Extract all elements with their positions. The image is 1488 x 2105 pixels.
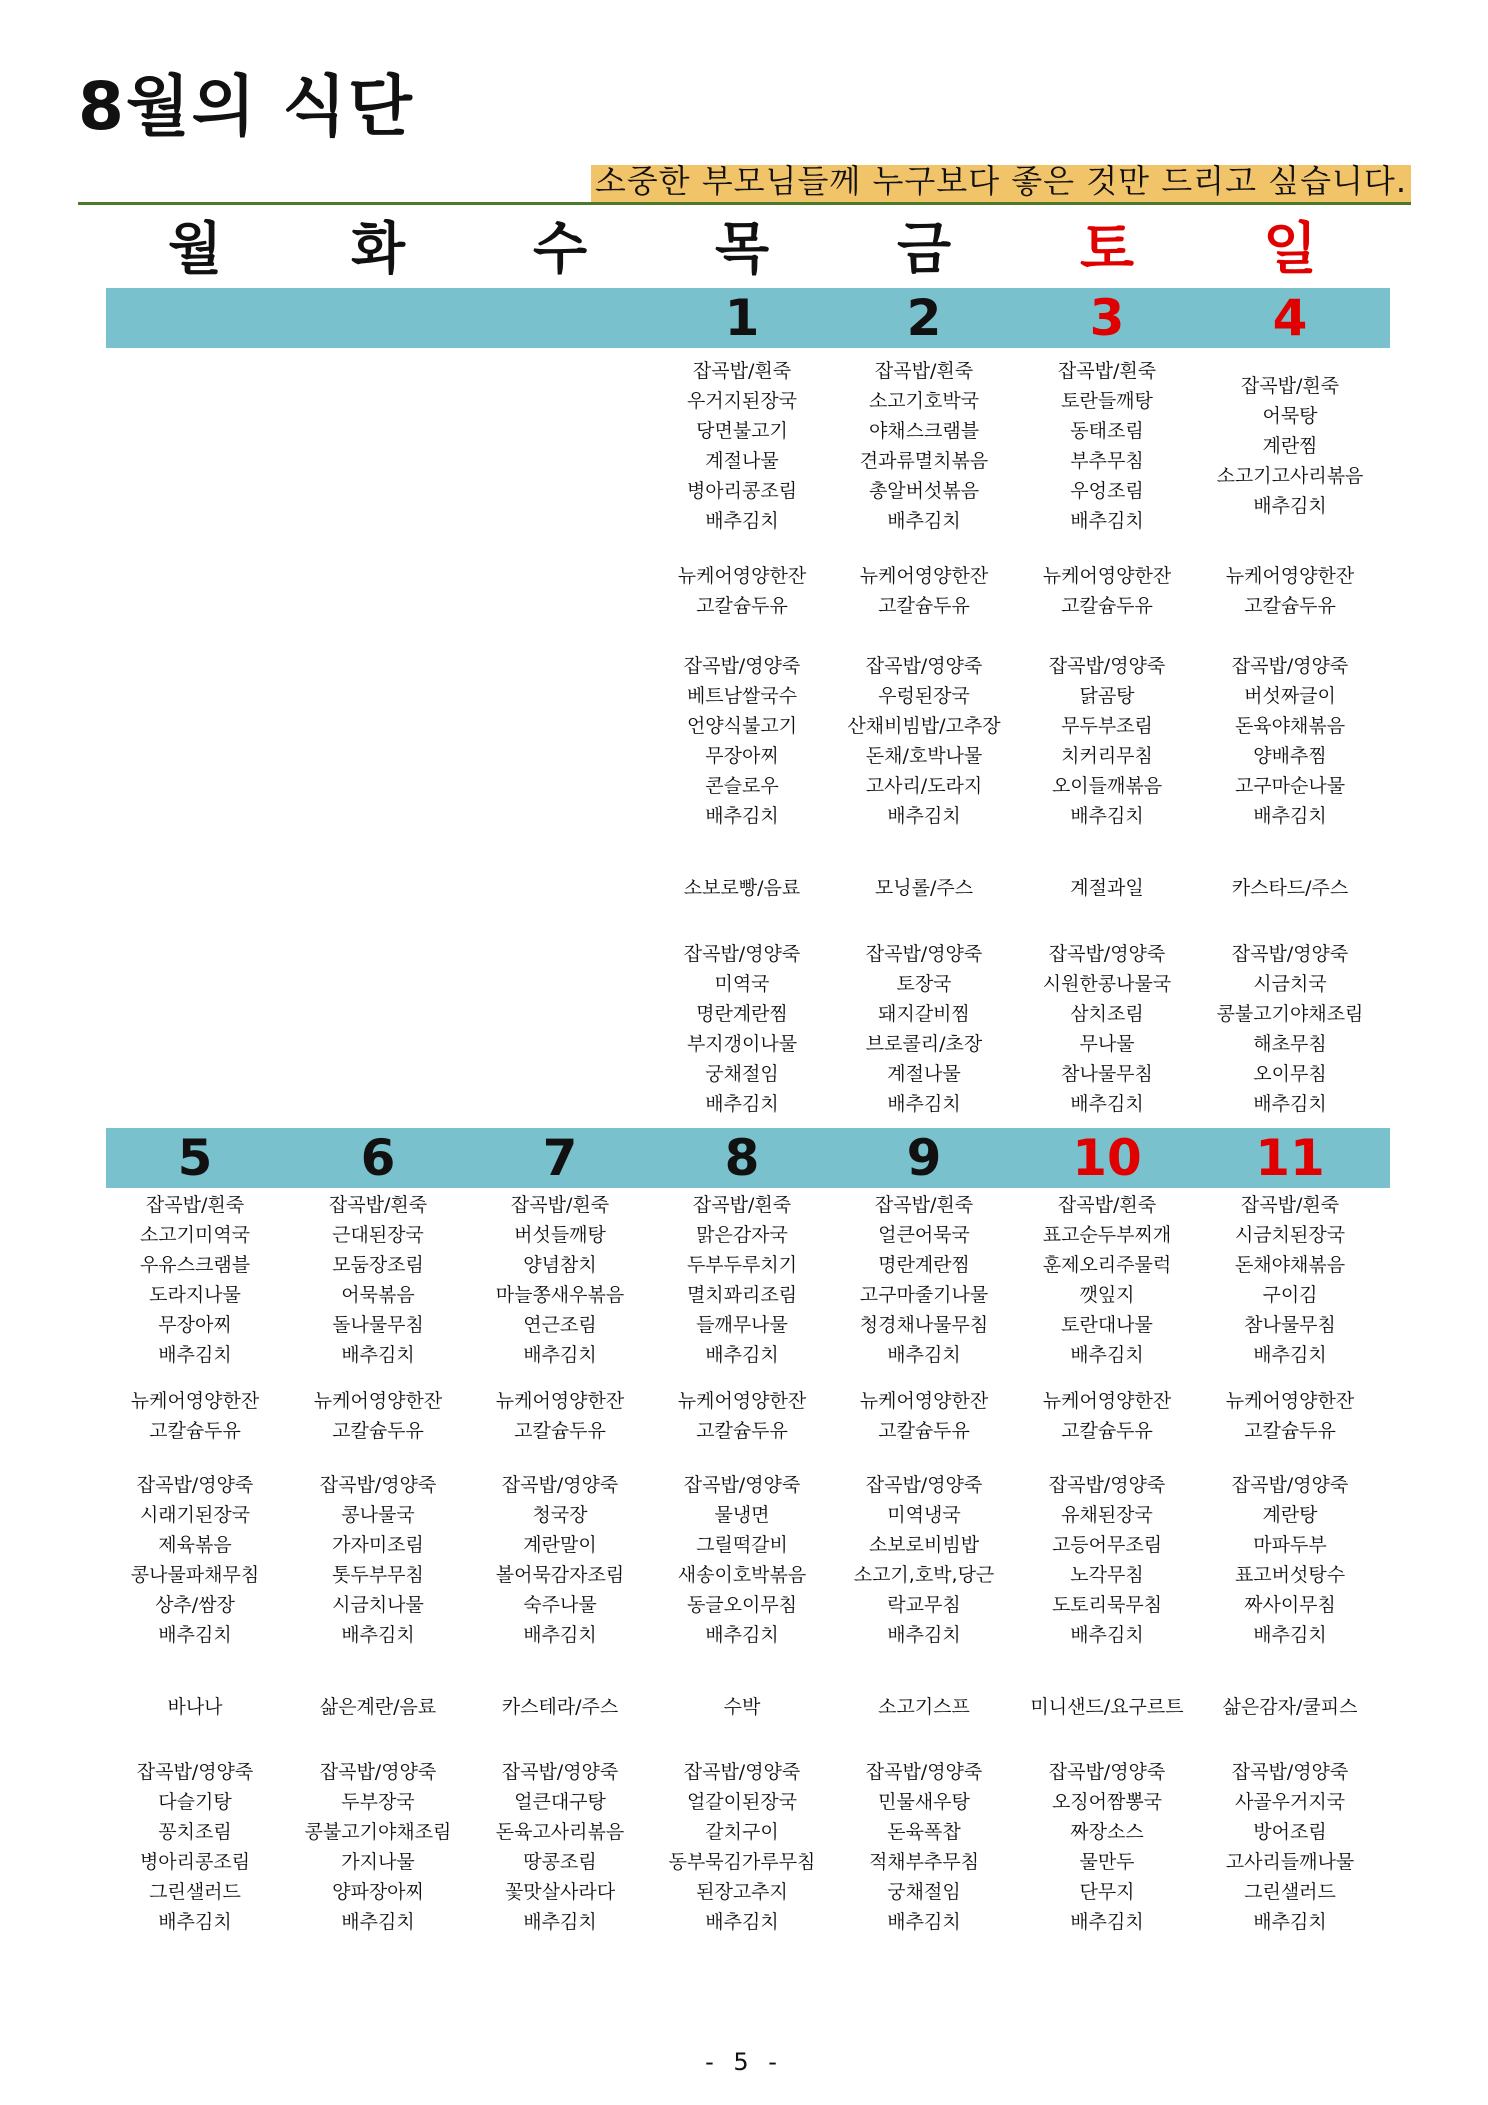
lunch-menu	[832, 1470, 1016, 1650]
menu-item: 돈채야채볶음	[1234, 1254, 1346, 1276]
dinner-menu	[1198, 939, 1382, 1119]
date-number: 9	[906, 1129, 942, 1187]
menu-item: 베트남쌀국수	[686, 685, 798, 707]
weekday-6: 토	[1079, 217, 1135, 282]
menu-item: 콩불고기야채조림	[304, 1821, 452, 1843]
menu-item: 단무지	[1079, 1881, 1135, 1903]
menu-item: 고구마순나물	[1234, 775, 1346, 797]
menu-item: 고칼슘두유	[1061, 595, 1153, 617]
menu-item: 뉴케어영양한잔	[859, 1390, 989, 1412]
menu-item: 시래기된장국	[139, 1504, 251, 1526]
menu-item: 치커리무침	[1061, 745, 1153, 767]
menu-item: 두부장국	[341, 1791, 415, 1813]
menu-item: 고칼슘두유	[149, 1420, 241, 1442]
menu-item: 방어조림	[1253, 1821, 1327, 1843]
menu-item: 배추김치	[887, 1911, 961, 1933]
date-number: 4	[1272, 289, 1308, 347]
breakfast-menu	[286, 1190, 470, 1370]
menu-item: 잡곡밥/영양죽	[136, 1474, 254, 1496]
menu-item: 콩나물국	[341, 1504, 415, 1526]
menu-item: 마늘쫑새우볶음	[495, 1284, 625, 1306]
menu-item: 잡곡밥/영양죽	[865, 943, 983, 965]
menu-item: 잡곡밥/영양죽	[865, 1761, 983, 1783]
menu-item: 배추김치	[158, 1344, 232, 1366]
menu-item: 배추김치	[1253, 1624, 1327, 1646]
menu-item: 잡곡밥/흰죽	[1240, 1194, 1340, 1216]
menu-item: 잡곡밥/영양죽	[1231, 1474, 1349, 1496]
menu-item: 짜장소스	[1070, 1821, 1144, 1843]
menu-item: 표고순두부찌개	[1042, 1224, 1172, 1246]
menu-item: 무장아찌	[705, 745, 779, 767]
menu-item: 잡곡밥/영양죽	[683, 943, 801, 965]
menu-item: 배추김치	[1253, 1344, 1327, 1366]
menu-item: 고칼슘두유	[696, 1420, 788, 1442]
menu-item: 잡곡밥/영양죽	[1231, 943, 1349, 965]
menu-item: 잡곡밥/영양죽	[319, 1474, 437, 1496]
menu-item: 고칼슘두유	[878, 1420, 970, 1442]
menu-item: 들깨무나물	[696, 1314, 788, 1336]
menu-item: 우렁된장국	[878, 685, 970, 707]
menu-item: 락교무침	[887, 1594, 961, 1616]
page-number: - 5 -	[705, 2048, 783, 2076]
title-divider	[78, 202, 1411, 205]
menu-item: 미역냉국	[887, 1504, 961, 1526]
menu-item: 뉴케어영양한잔	[677, 1390, 807, 1412]
menu-item: 적채부추무침	[868, 1851, 980, 1873]
menu-item: 얼갈이된장국	[686, 1791, 798, 1813]
lunch-menu	[103, 1470, 287, 1650]
menu-item: 고칼슘두유	[1244, 1420, 1336, 1442]
tagline: 소중한 부모님들께 누구보다 좋은 것만 드리고 싶습니다.	[591, 160, 1411, 202]
menu-item: 고칼슘두유	[1244, 595, 1336, 617]
menu-item: 배추김치	[887, 1093, 961, 1115]
dinner-menu	[832, 939, 1016, 1119]
menu-item: 토란들깨탕	[1061, 390, 1153, 412]
nutrition-supplement	[832, 561, 1016, 621]
menu-item: 견과류멸치볶음	[859, 450, 989, 472]
snack-menu: 바나나	[167, 1696, 223, 1718]
menu-item: 고등어무조림	[1051, 1534, 1163, 1556]
menu-item: 배추김치	[1253, 805, 1327, 827]
menu-item: 마파두부	[1253, 1534, 1327, 1556]
menu-item: 잡곡밥/영양죽	[501, 1761, 619, 1783]
menu-item: 잡곡밥/영양죽	[865, 1474, 983, 1496]
menu-item: 고칼슘두유	[514, 1420, 606, 1442]
breakfast-menu	[1015, 1190, 1199, 1370]
snack-menu: 삶은감자/쿨피스	[1222, 1696, 1358, 1718]
menu-item: 잡곡밥/영양죽	[683, 1474, 801, 1496]
menu-item: 배추김치	[887, 510, 961, 532]
menu-item: 깻잎지	[1079, 1284, 1135, 1306]
breakfast-menu	[650, 1190, 834, 1370]
menu-item: 시금치나물	[332, 1594, 424, 1616]
dinner-menu	[1198, 1757, 1382, 1937]
menu-item: 잡곡밥/흰죽	[1057, 1194, 1157, 1216]
menu-item: 시금치국	[1253, 973, 1327, 995]
menu-item: 무나물	[1079, 1033, 1135, 1055]
page-title: 8월의 식단	[78, 68, 414, 145]
menu-item: 어묵탕	[1262, 405, 1318, 427]
nutrition-supplement	[468, 1386, 652, 1446]
menu-item: 궁채절임	[887, 1881, 961, 1903]
menu-item: 배추김치	[523, 1344, 597, 1366]
menu-item: 짜사이무침	[1244, 1594, 1336, 1616]
nutrition-supplement	[103, 1386, 287, 1446]
snack-menu: 수박	[723, 1696, 761, 1718]
menu-item: 잡곡밥/흰죽	[874, 1194, 974, 1216]
menu-item: 고구마줄기나물	[859, 1284, 989, 1306]
menu-item: 구이김	[1262, 1284, 1318, 1306]
menu-item: 부추무침	[1070, 450, 1144, 472]
menu-item: 다슬기탕	[158, 1791, 232, 1813]
breakfast-menu	[103, 1190, 287, 1370]
menu-item: 명란계란찜	[696, 1003, 788, 1025]
lunch-menu	[650, 1470, 834, 1650]
menu-item: 양배추찜	[1253, 745, 1327, 767]
menu-item: 잡곡밥/흰죽	[692, 1194, 792, 1216]
date-number: 7	[542, 1129, 578, 1187]
menu-item: 우유스크램블	[139, 1254, 251, 1276]
menu-item: 버섯짜글이	[1244, 685, 1336, 707]
menu-item: 잡곡밥/영양죽	[683, 1761, 801, 1783]
menu-item: 닭곰탕	[1079, 685, 1135, 707]
menu-item: 된장고추지	[696, 1881, 788, 1903]
menu-item: 새송이호박볶음	[677, 1564, 807, 1586]
menu-item: 잡곡밥/영양죽	[1048, 1761, 1166, 1783]
menu-item: 부지갱이나물	[686, 1033, 798, 1055]
dinner-menu	[1015, 1757, 1199, 1937]
menu-item: 고사리/도라지	[865, 775, 983, 797]
menu-item: 연근조림	[523, 1314, 597, 1336]
menu-item: 계절나물	[887, 1063, 961, 1085]
menu-item: 양파장아찌	[332, 1881, 424, 1903]
menu-item: 우엉조림	[1070, 480, 1144, 502]
menu-item: 소고기미역국	[139, 1224, 251, 1246]
menu-item: 배추김치	[158, 1911, 232, 1933]
snack-menu: 소보로빵/음료	[683, 877, 801, 899]
menu-item: 잡곡밥/영양죽	[319, 1761, 437, 1783]
menu-item: 명란계란찜	[878, 1254, 970, 1276]
breakfast-menu	[832, 356, 1016, 536]
date-number: 1	[724, 289, 760, 347]
menu-item: 돌나물무침	[332, 1314, 424, 1336]
menu-item: 계란탕	[1262, 1504, 1318, 1526]
menu-item: 토란대나물	[1061, 1314, 1153, 1336]
menu-item: 멸치꽈리조림	[686, 1284, 798, 1306]
snack-menu: 삶은계란/음료	[319, 1696, 437, 1718]
nutrition-supplement	[832, 1386, 1016, 1446]
menu-item: 우거지된장국	[686, 390, 798, 412]
menu-item: 배추김치	[1070, 805, 1144, 827]
menu-item: 배추김치	[523, 1624, 597, 1646]
dinner-menu	[650, 1757, 834, 1937]
menu-item: 양념참치	[523, 1254, 597, 1276]
menu-item: 근대된장국	[332, 1224, 424, 1246]
menu-item: 배추김치	[887, 805, 961, 827]
lunch-menu	[1198, 651, 1382, 831]
nutrition-supplement	[650, 561, 834, 621]
menu-item: 배추김치	[705, 1911, 779, 1933]
dinner-menu	[1015, 939, 1199, 1119]
breakfast-menu	[468, 1190, 652, 1370]
lunch-menu	[832, 651, 1016, 831]
weekday-7: 일	[1262, 217, 1318, 282]
menu-item: 톳두부무침	[332, 1564, 424, 1586]
menu-item: 뉴케어영양한잔	[130, 1390, 260, 1412]
lunch-menu	[286, 1470, 470, 1650]
menu-item: 돼지갈비찜	[878, 1003, 970, 1025]
menu-item: 어묵볶음	[341, 1284, 415, 1306]
menu-item: 돈채/호박나물	[865, 745, 983, 767]
menu-item: 잡곡밥/영양죽	[1231, 1761, 1349, 1783]
menu-item: 배추김치	[887, 1344, 961, 1366]
menu-item: 고칼슘두유	[696, 595, 788, 617]
menu-item: 배추김치	[523, 1911, 597, 1933]
menu-item: 그릴떡갈비	[696, 1534, 788, 1556]
menu-item: 시원한콩나물국	[1042, 973, 1172, 995]
snack-menu: 카스타드/주스	[1231, 877, 1349, 899]
menu-item: 잡곡밥/영양죽	[501, 1474, 619, 1496]
breakfast-menu	[1198, 371, 1382, 521]
snack-menu: 모닝롤/주스	[874, 877, 974, 899]
menu-item: 배추김치	[341, 1911, 415, 1933]
menu-item: 콩나물파채무침	[130, 1564, 260, 1586]
menu-item: 뉴케어영양한잔	[677, 565, 807, 587]
menu-item: 잡곡밥/흰죽	[692, 360, 792, 382]
menu-item: 배추김치	[1070, 1624, 1144, 1646]
menu-item: 잡곡밥/흰죽	[1057, 360, 1157, 382]
menu-item: 소보로비빔밥	[868, 1534, 980, 1556]
snack-menu: 미니샌드/요구르트	[1030, 1696, 1184, 1718]
menu-item: 잡곡밥/흰죽	[510, 1194, 610, 1216]
menu-item: 배추김치	[1070, 1093, 1144, 1115]
menu-item: 총알버섯볶음	[868, 480, 980, 502]
menu-item: 당면불고기	[696, 420, 788, 442]
menu-item: 고사리들깨나물	[1225, 1851, 1355, 1873]
menu-item: 소고기고사리볶음	[1216, 465, 1364, 487]
menu-item: 시금치된장국	[1234, 1224, 1346, 1246]
menu-item: 뉴케어영양한잔	[1225, 1390, 1355, 1412]
date-number: 6	[360, 1129, 396, 1187]
dinner-menu	[650, 939, 834, 1119]
menu-item: 토장국	[896, 973, 952, 995]
menu-item: 뉴케어영양한잔	[313, 1390, 443, 1412]
menu-item: 유채된장국	[1061, 1504, 1153, 1526]
menu-item: 도토리묵무침	[1051, 1594, 1163, 1616]
menu-item: 돈육고사리볶음	[495, 1821, 625, 1843]
menu-item: 계절나물	[705, 450, 779, 472]
menu-item: 언양식불고기	[686, 715, 798, 737]
nutrition-supplement	[1198, 1386, 1382, 1446]
menu-item: 무장아찌	[158, 1314, 232, 1336]
menu-item: 배추김치	[705, 1093, 779, 1115]
breakfast-menu	[1015, 356, 1199, 536]
menu-item: 배추김치	[158, 1624, 232, 1646]
menu-item: 잡곡밥/영양죽	[1048, 943, 1166, 965]
menu-item: 뉴케어영양한잔	[1042, 1390, 1172, 1412]
weekday-4: 목	[714, 217, 770, 282]
menu-item: 미역국	[714, 973, 770, 995]
menu-item: 노각무침	[1070, 1564, 1144, 1586]
menu-item: 뉴케어영양한잔	[495, 1390, 625, 1412]
menu-item: 배추김치	[1253, 1093, 1327, 1115]
menu-item: 땅콩조림	[523, 1851, 597, 1873]
menu-item: 상추/쌈장	[155, 1594, 235, 1616]
menu-item: 배추김치	[705, 1624, 779, 1646]
lunch-menu	[1015, 1470, 1199, 1650]
snack-menu: 계절과일	[1070, 877, 1144, 899]
date-number: 8	[724, 1129, 760, 1187]
menu-item: 두부두루치기	[686, 1254, 798, 1276]
menu-item: 사골우거지국	[1234, 1791, 1346, 1813]
menu-item: 맑은감자국	[696, 1224, 788, 1246]
nutrition-supplement	[650, 1386, 834, 1446]
menu-item: 볼어묵감자조림	[495, 1564, 625, 1586]
menu-item: 얼큰대구탕	[514, 1791, 606, 1813]
menu-item: 돈육폭찹	[887, 1821, 961, 1843]
snack-menu: 소고기스프	[878, 1696, 970, 1718]
lunch-menu	[650, 651, 834, 831]
menu-item: 그린샐러드	[149, 1881, 241, 1903]
menu-item: 배추김치	[1070, 1911, 1144, 1933]
weekday-3: 수	[532, 217, 588, 282]
menu-item: 뉴케어영양한잔	[1042, 565, 1172, 587]
menu-item: 야채스크램블	[868, 420, 980, 442]
menu-item: 배추김치	[705, 510, 779, 532]
menu-item: 삼치조림	[1070, 1003, 1144, 1025]
menu-item: 소고기,호박,당근	[853, 1564, 995, 1586]
menu-item: 잡곡밥/흰죽	[328, 1194, 428, 1216]
menu-item: 브로콜리/초장	[865, 1033, 983, 1055]
menu-item: 잡곡밥/영양죽	[683, 655, 801, 677]
dinner-menu	[286, 1757, 470, 1937]
breakfast-menu	[650, 356, 834, 536]
menu-item: 배추김치	[1070, 510, 1144, 532]
dinner-menu	[832, 1757, 1016, 1937]
menu-item: 꽃맛살사라다	[504, 1881, 616, 1903]
menu-item: 계란찜	[1262, 435, 1318, 457]
weekday-2: 화	[350, 217, 406, 282]
menu-item: 고칼슘두유	[878, 595, 970, 617]
menu-item: 산채비빔밥/고추장	[847, 715, 1001, 737]
weekday-1: 월	[167, 217, 223, 282]
date-number: 5	[177, 1129, 213, 1187]
menu-item: 잡곡밥/영양죽	[136, 1761, 254, 1783]
lunch-menu	[1015, 651, 1199, 831]
menu-item: 해초무침	[1253, 1033, 1327, 1055]
menu-item: 동글오이무침	[686, 1594, 798, 1616]
menu-item: 잡곡밥/영양죽	[865, 655, 983, 677]
breakfast-menu	[832, 1190, 1016, 1370]
date-number: 3	[1089, 289, 1125, 347]
menu-item: 병아리콩조림	[139, 1851, 251, 1873]
menu-item: 배추김치	[1070, 1344, 1144, 1366]
menu-item: 민물새우탕	[878, 1791, 970, 1813]
menu-item: 모둠장조림	[332, 1254, 424, 1276]
menu-item: 갈치구이	[705, 1821, 779, 1843]
menu-item: 배추김치	[705, 805, 779, 827]
nutrition-supplement	[1015, 561, 1199, 621]
menu-item: 동태조림	[1070, 420, 1144, 442]
dinner-menu	[468, 1757, 652, 1937]
menu-item: 참나물무침	[1061, 1063, 1153, 1085]
menu-item: 잡곡밥/영양죽	[1048, 655, 1166, 677]
dinner-menu	[103, 1757, 287, 1937]
date-number: 2	[906, 289, 942, 347]
menu-item: 뉴케어영양한잔	[1225, 565, 1355, 587]
menu-item: 버섯들깨탕	[514, 1224, 606, 1246]
menu-item: 고칼슘두유	[1061, 1420, 1153, 1442]
menu-item: 계란말이	[523, 1534, 597, 1556]
menu-item: 잡곡밥/흰죽	[874, 360, 974, 382]
nutrition-supplement	[1198, 561, 1382, 621]
menu-item: 콘슬로우	[705, 775, 779, 797]
menu-item: 꽁치조림	[158, 1821, 232, 1843]
menu-item: 뉴케어영양한잔	[859, 565, 989, 587]
menu-item: 잡곡밥/영양죽	[1231, 655, 1349, 677]
menu-item: 콩불고기야채조림	[1216, 1003, 1364, 1025]
weekday-5: 금	[896, 217, 952, 282]
lunch-menu	[468, 1470, 652, 1650]
lunch-menu	[1198, 1470, 1382, 1650]
menu-item: 표고버섯탕수	[1234, 1564, 1346, 1586]
menu-item: 배추김치	[705, 1344, 779, 1366]
menu-item: 가자미조림	[332, 1534, 424, 1556]
menu-item: 고칼슘두유	[332, 1420, 424, 1442]
menu-item: 숙주나물	[523, 1594, 597, 1616]
menu-item: 가지나물	[341, 1851, 415, 1873]
menu-item: 제육볶음	[158, 1534, 232, 1556]
menu-item: 잡곡밥/흰죽	[145, 1194, 245, 1216]
snack-menu: 카스테라/주스	[501, 1696, 619, 1718]
menu-item: 참나물무침	[1244, 1314, 1336, 1336]
menu-item: 배추김치	[341, 1344, 415, 1366]
menu-item: 배추김치	[1253, 495, 1327, 517]
menu-item: 병아리콩조림	[686, 480, 798, 502]
menu-item: 그린샐러드	[1244, 1881, 1336, 1903]
menu-item: 배추김치	[1253, 1911, 1327, 1933]
breakfast-menu	[1198, 1190, 1382, 1370]
menu-item: 오징어짬뽕국	[1051, 1791, 1163, 1813]
menu-item: 동부묵김가루무침	[668, 1851, 816, 1873]
date-number: 11	[1255, 1129, 1325, 1187]
menu-item: 무두부조림	[1061, 715, 1153, 737]
menu-item: 오이들깨볶음	[1051, 775, 1163, 797]
menu-item: 궁채절임	[705, 1063, 779, 1085]
menu-item: 청경채나물무침	[859, 1314, 989, 1336]
menu-item: 배추김치	[887, 1624, 961, 1646]
menu-item: 도라지나물	[149, 1284, 241, 1306]
menu-item: 돈육야채볶음	[1234, 715, 1346, 737]
menu-item: 훈제오리주물럭	[1042, 1254, 1172, 1276]
menu-item: 오이무침	[1253, 1063, 1327, 1085]
date-number: 10	[1072, 1129, 1142, 1187]
menu-item: 물만두	[1079, 1851, 1135, 1873]
menu-item: 물냉면	[714, 1504, 770, 1526]
nutrition-supplement	[1015, 1386, 1199, 1446]
nutrition-supplement	[286, 1386, 470, 1446]
menu-item: 청국장	[532, 1504, 588, 1526]
menu-item: 잡곡밥/흰죽	[1240, 375, 1340, 397]
menu-item: 얼큰어묵국	[878, 1224, 970, 1246]
menu-item: 소고기호박국	[868, 390, 980, 412]
menu-item: 잡곡밥/영양죽	[1048, 1474, 1166, 1496]
menu-item: 배추김치	[341, 1624, 415, 1646]
